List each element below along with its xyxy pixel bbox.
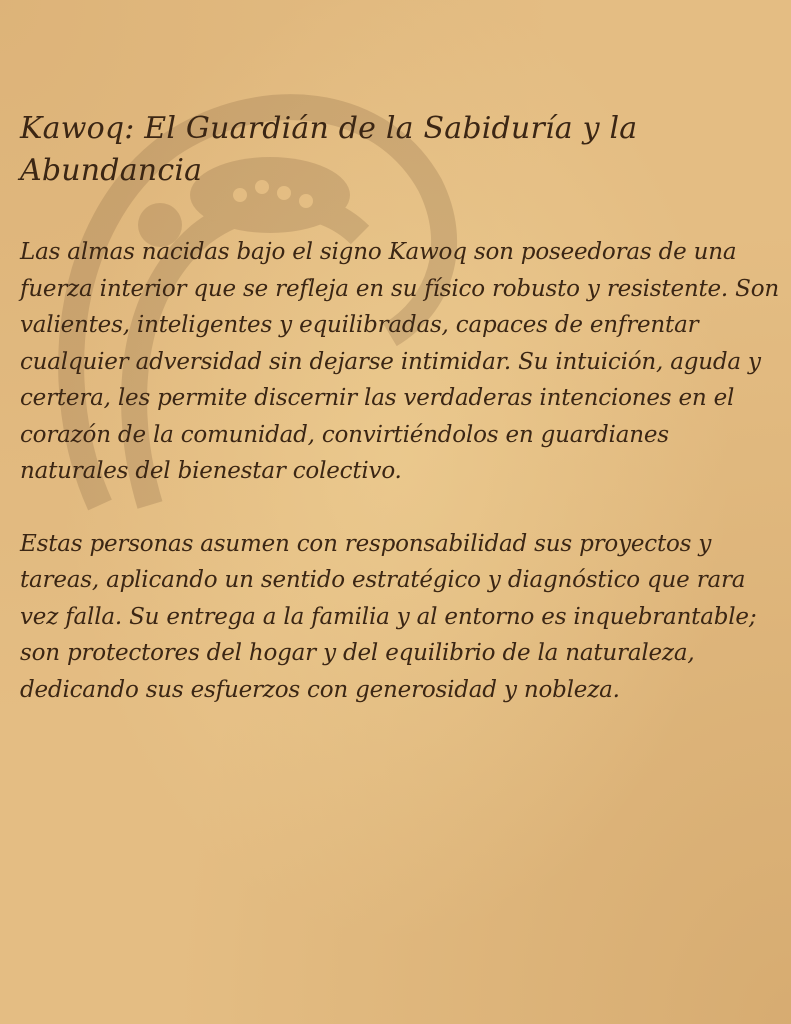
paragraph-2: Estas personas asumen con responsabilidad sus proyectos y tareas, aplicando un sentido estratégico y diagnóstico que rara vez falla. Su entrega a la familia y al entorno es inquebrantable; son protectores del hogar y del equilibrio de la naturaleza, dedicando sus esfuerzos con generosidad y nobleza. xyxy=(20,530,757,703)
page-title: Kawoq: El Guardián de la Sabiduría y la Abundancia xyxy=(20,111,638,188)
document-body xyxy=(20,108,780,708)
paragraph-1: Las almas nacidas bajo el signo Kawoq son poseedoras de una fuerza interior que se refleja en su físico robusto y resistente. Son valientes, inteligentes y equilibradas, capaces de enfrentar cualquier adversidad sin dejarse intimidar. Su intuición, aguda y certera, les permite discernir las verdaderas intenciones en el corazón de la comunidad, convirtiéndolos en guardianes naturales del bienestar colectivo. xyxy=(20,239,779,484)
